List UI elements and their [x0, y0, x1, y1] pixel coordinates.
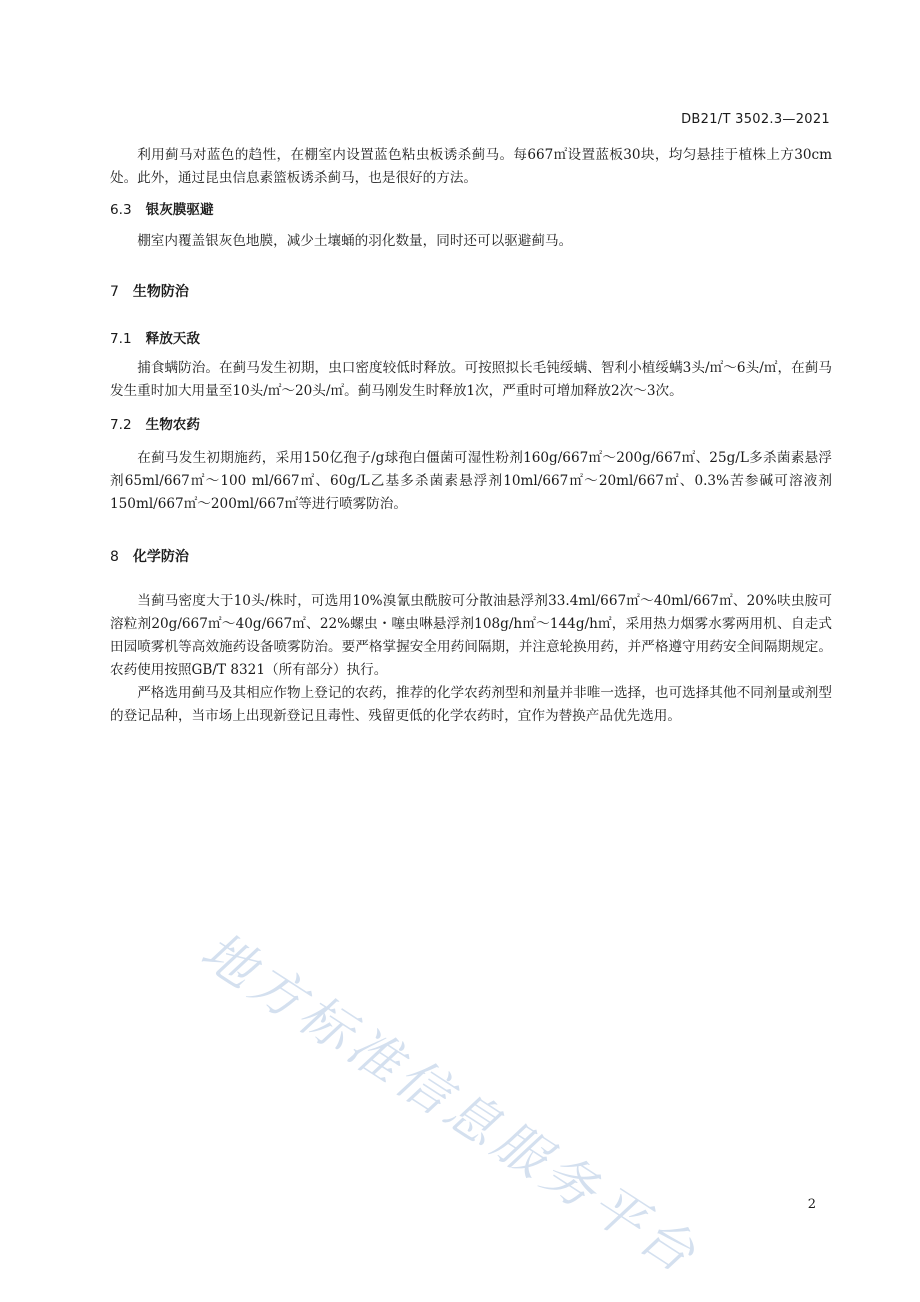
paragraph-blue-board: 利用蓟马对蓝色的趋性，在棚室内设置蓝色粘虫板诱杀蓟马。每667㎡设置蓝板30块，均匀悬挂于植株上方30cm处。此外，通过昆虫信息素篮板诱杀蓟马，也是很好的方法。 — [110, 147, 832, 186]
heading-7-2 — [110, 415, 832, 435]
watermark-text: 地方标准信息服务平台 — [190, 920, 710, 1288]
heading-title: 化学防治 — [132, 549, 189, 565]
heading-8 — [110, 546, 832, 568]
heading-number: 7.2 — [110, 417, 132, 433]
page-content — [110, 144, 832, 728]
heading-number: 7 — [110, 284, 119, 300]
heading-title: 银灰膜驱避 — [145, 202, 214, 218]
heading-number: 6.3 — [110, 202, 132, 218]
standard-code: DB21/T 3502.3—2021 — [681, 112, 830, 127]
paragraph-film: 棚室内覆盖银灰色地膜，减少土壤蛹的羽化数量，同时还可以驱避蓟马。 — [137, 233, 573, 249]
heading-7-1 — [110, 329, 832, 349]
heading-title: 生物农药 — [145, 417, 200, 433]
heading-6-3 — [110, 200, 832, 220]
heading-number: 7.1 — [110, 331, 132, 347]
paragraph-bio-pesticide: 在蓟马发生初期施药，采用150亿孢子/g球孢白僵菌可湿性粉剂160g/667㎡～200g/667㎡、25g/L多杀菌素悬浮剂65ml/667㎡～100 ml/667㎡、60g/L乙基多杀菌素悬浮剂10ml/667㎡～20ml/667㎡、0.3%苦参碱可溶液剂150ml/667㎡～200ml/667㎡等进行喷雾防治。 — [110, 450, 832, 512]
page-number: 2 — [807, 1197, 816, 1212]
heading-number: 8 — [110, 549, 119, 565]
heading-title: 释放天敌 — [145, 331, 200, 347]
paragraph-release: 捕食螨防治。在蓟马发生初期，虫口密度较低时释放。可按照拟长毛钝绥螨、智利小植绥螨3头/㎡～6头/㎡，在蓟马发生重时加大用量至10头/㎡～20头/㎡。蓟马刚发生时释放1次，严重时可增加释放2次～3次。 — [110, 360, 832, 399]
paragraph-chemical-1: 当蓟马密度大于10头/株时，可选用10%溴氰虫酰胺可分散油悬浮剂33.4ml/667㎡～40ml/667㎡、20%呋虫胺可溶粒剂20g/667㎡～40g/667㎡、22%螺虫・噻虫啉悬浮剂108g/h㎡～144g/h㎡，采用热力烟雾水雾两用机、自走式田园喷雾机等高效施药设备喷雾防治。要严格掌握安全用药间隔期，并注意轮换用药，并严格遵守用药安全间隔期规定。农药使用按照GB/T 8321（所有部分）执行。 — [110, 593, 832, 678]
heading-7 — [110, 281, 832, 303]
heading-title: 生物防治 — [132, 284, 189, 300]
paragraph-chemical-2: 严格选用蓟马及其相应作物上登记的农药，推荐的化学农药剂型和剂量并非唯一选择，也可选择其他不同剂量或剂型的登记品种，当市场上出现新登记且毒性、残留更低的化学农药时，宜作为替换产品优先选用。 — [110, 685, 832, 724]
